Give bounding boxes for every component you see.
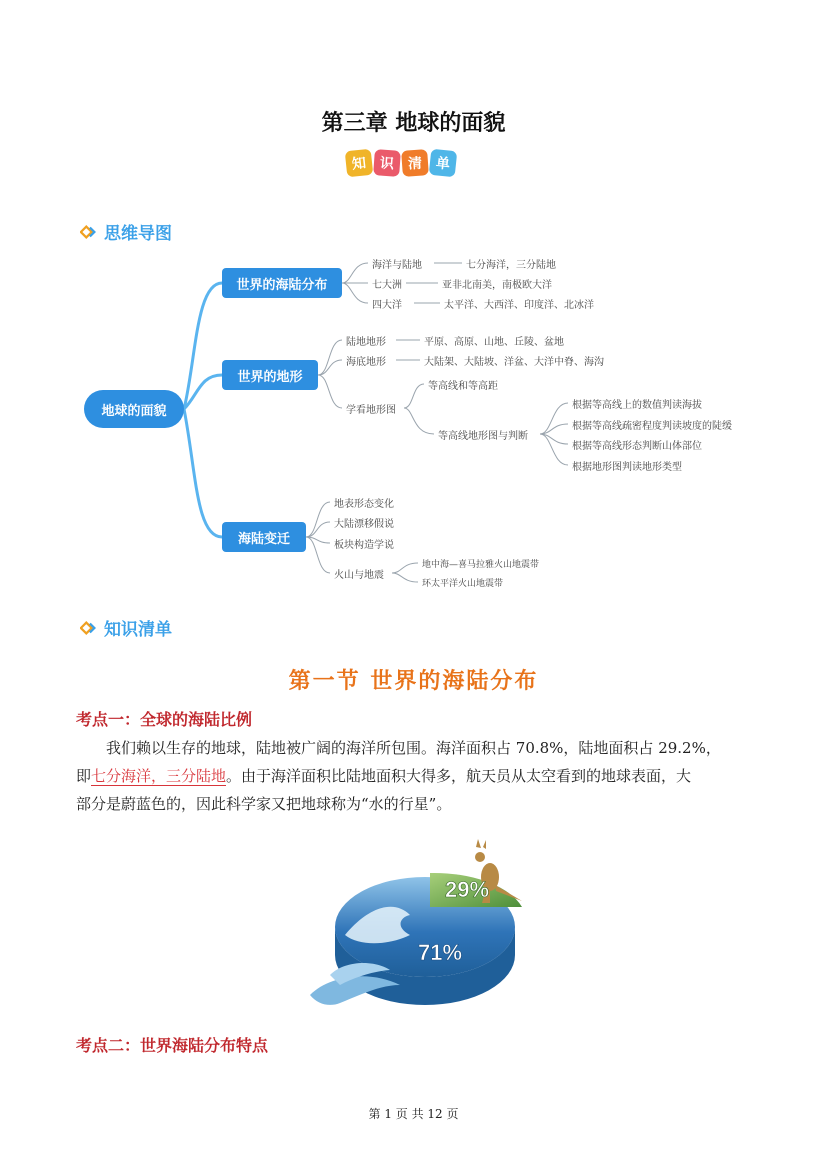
mm-b2-left-1: 陆地地形 — [346, 337, 386, 348]
mm-b1-right-1: 七分海洋，三分陆地 — [466, 260, 556, 271]
sea-land-pie-illustration — [300, 835, 540, 1010]
mindmap-heading-text: 思维导图 — [104, 224, 172, 244]
page-footer: 第 1 页 共 12 页 — [368, 1107, 459, 1121]
mm-b2-right-2: 大陆架、大陆坡、洋盆、大洋中脊、海沟 — [424, 357, 604, 368]
point1-text-b-post: 。由于海洋面积比陆地面积大得多，航天员从太空看到的地球表面，大 — [226, 767, 692, 785]
mm-b2-topo: 学看地形图 — [346, 405, 396, 416]
mm-b2-topo-sub1: 等高线和等高距 — [428, 381, 498, 392]
mm-b2-topo-sub2: 等高线地形图与判断 — [438, 431, 528, 442]
mm-b1-left-3: 四大洋 — [372, 300, 402, 311]
point1-text-b-pre: 即 — [76, 767, 92, 785]
knowledge-heading-text: 知识清单 — [104, 620, 172, 640]
mindmap-root-node: 地球的面貌 — [84, 390, 184, 428]
point1-heading: 考点一：全球的海陆比例 — [76, 710, 253, 729]
point2-heading: 考点二：世界海陆分布特点 — [76, 1036, 269, 1055]
point1-text-a: 我们赖以生存的地球，陆地被广阔的海洋所包围。海洋面积占 70.8%，陆地面积占 29.2%， — [106, 739, 721, 757]
document-title: 第三章 地球的面貌 — [321, 110, 506, 136]
mm-b1-right-3: 太平洋、大西洋、印度洋、北冰洋 — [444, 300, 594, 311]
badge-char-4: 单 — [429, 149, 458, 178]
mm-b2-right-1: 平原、高原、山地、丘陵、盆地 — [424, 337, 564, 348]
mm-b1-left-2: 七大洲 — [372, 280, 402, 291]
mm-b2-leaf-1: 根据等高线上的数值判读海拔 — [572, 400, 702, 411]
mindmap-branch-landforms: 世界的地形 — [222, 360, 318, 390]
mindmap-branch-sea-land: 世界的海陆分布 — [222, 268, 342, 298]
diamond-arrow-icon — [80, 621, 98, 635]
point1-paragraph — [76, 734, 752, 818]
point1-line2 — [76, 762, 691, 790]
knowledge-section-heading — [80, 615, 172, 640]
pie-ocean-label: 71% — [418, 940, 463, 965]
mm-b3-item-1: 地表形态变化 — [334, 499, 394, 510]
mindmap-branch-changes: 海陆变迁 — [222, 522, 306, 552]
badge-char-3: 清 — [401, 149, 429, 177]
mm-b2-leaf-3: 根据等高线形态判断山体部位 — [572, 441, 702, 452]
section-title: 第一节 世界的海陆分布 — [288, 668, 539, 694]
mm-b2-left-2: 海底地形 — [346, 357, 386, 368]
mm-b3-leaf-1: 地中海—喜马拉雅火山地震带 — [422, 560, 540, 570]
badge-char-2: 识 — [373, 149, 401, 177]
mm-b2-leaf-2: 根据等高线疏密程度判读坡度的陡缓 — [572, 421, 732, 432]
badge-char-1: 知 — [345, 149, 374, 178]
mm-b3-volcano: 火山与地震 — [334, 570, 384, 581]
mm-b1-right-2: 亚非北南美，南极欧大洋 — [442, 280, 552, 291]
point1-text-c: 部分是蔚蓝色的，因此科学家又把地球称为“水的行星”。 — [76, 795, 452, 813]
mm-b1-left-1: 海洋与陆地 — [372, 260, 422, 271]
mm-b3-item-3: 板块构造学说 — [334, 540, 394, 551]
point1-highlight: 七分海洋，三分陆地 — [91, 767, 227, 785]
mm-b3-item-2: 大陆漂移假说 — [334, 519, 394, 530]
mm-b3-leaf-2: 环太平洋火山地震带 — [422, 579, 504, 589]
pie-land-label: 29% — [445, 877, 490, 902]
mm-b2-leaf-4: 根据地形图判读地形类型 — [572, 462, 682, 473]
